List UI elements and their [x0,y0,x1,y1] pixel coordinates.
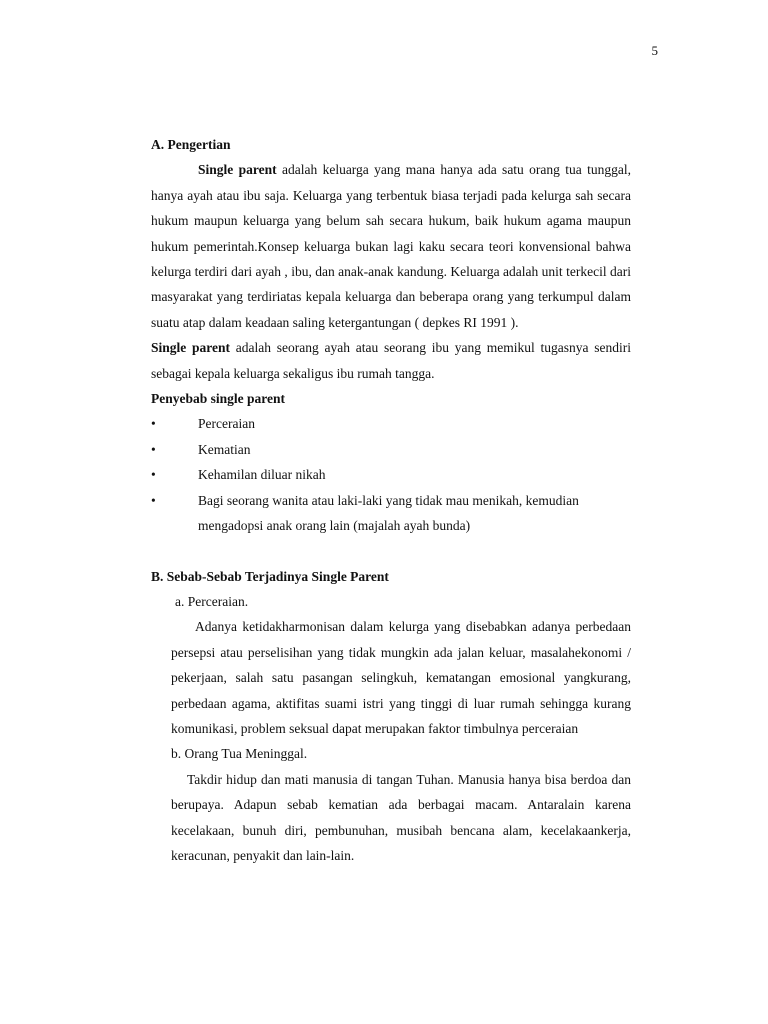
list-item [151,488,631,539]
causes-list [151,411,631,538]
cause-text: Perceraian [198,416,255,432]
term-single-parent-2: Single parent [151,340,231,356]
subsection-a-text: Adanya ketidakharmonisan dalam kelurga yang disebabkan adanya perbedaan persepsi atau perselisihan yang tidak mungkin ada jalan keluar, masalahekonomi / pekerjaan, salah satu pasangan selingkuh, kematangan emosional yangkurang, perbedaan agama, aktifitas suami istri yang tinggi di luar rumah sehingga kurang komunikasi, problem seksual dapat merupakan faktor timbulnya perceraian [171,619,631,736]
cause-text: Bagi seorang wanita atau laki-laki yang tidak mau menikah, kemudian mengadopsi anak orang lain (majalah ayah bunda) [198,492,579,534]
section-spacer [151,539,631,564]
subsection-b-text: Takdir hidup dan mati manusia di tangan Tuhan. Manusia hanya bisa berdoa dan berupaya. Adapun sebab kematian ada berbagai macam. Antaralain karena kecelakaan, bunuh diri, pembunuhan, musibah bencana alam, kecelakaankerja, keracunan, penyakit dan lain-lain. [171,771,631,863]
document-body [151,132,631,868]
bullet-icon: • [151,467,156,483]
list-item [151,437,631,462]
definition-paragraph-1 [151,157,631,335]
page-number: 5 [651,43,658,58]
subsection-b-body [151,767,631,869]
bullet-icon: • [151,416,156,432]
definition-text-1: adalah keluarga yang mana hanya ada satu orang tua tunggal, hanya ayah atau ibu saja. Keluarga yang terbentuk biasa terjadi pada kelurga sah secara hukum maupun keluarga yang belum sah secara hukum, baik hukum agama maupun hukum pemerintah.Konsep keluarga bukan lagi kaku secara teori konvensional bahwa kelurga terdiri dari ayah , ibu, dan anak-anak kandung. Keluarga adalah unit terkecil dari masyarakat yang terdiriatas kepala keluarga dan beberapa orang yang terkumpul dalam suatu atap dalam keadaan saling ketergantungan ( depkes RI 1991 ). [151,162,631,330]
cause-text: Kematian [198,441,251,457]
causes-heading: Penyebab single parent [151,391,286,407]
section-b-heading: B. Sebab-Sebab Terjadinya Single Parent [151,568,389,584]
subsection-a-label: a. Perceraian. [175,593,249,609]
definition-text-2: adalah seorang ayah atau seorang ibu yang memikul tugasnya sendiri sebagai kepala keluarga sekaligus ibu rumah tangga. [151,340,631,381]
subsection-a-body [151,614,631,741]
list-item [151,462,631,487]
term-single-parent: Single parent [198,162,277,178]
subsection-b-label: b. Orang Tua Meninggal. [171,746,308,762]
definition-paragraph-2 [151,335,631,386]
list-item [151,411,631,436]
cause-text: Kehamilan diluar nikah [198,467,326,483]
bullet-icon: • [151,441,156,457]
bullet-icon: • [151,492,156,508]
section-a-heading: A. Pengertian [151,137,231,152]
